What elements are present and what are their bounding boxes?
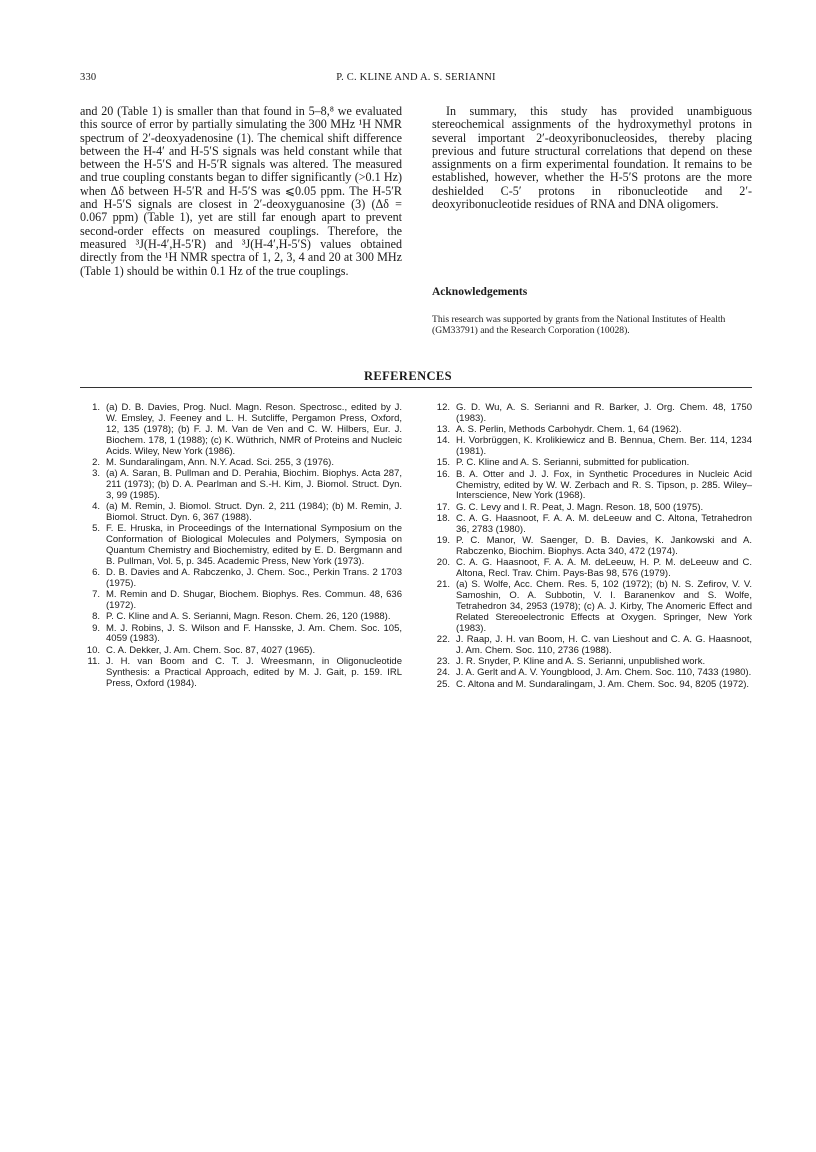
reference-text: P. C. Kline and A. S. Serianni, submitted for publication. bbox=[456, 457, 690, 469]
right-column bbox=[432, 105, 752, 211]
reference-number: 23. bbox=[436, 656, 450, 668]
reference-number: 2. bbox=[92, 456, 100, 468]
reference-number: 1. bbox=[92, 402, 100, 413]
reference-item bbox=[80, 590, 402, 612]
reference-item bbox=[80, 502, 402, 524]
reference-item bbox=[80, 624, 402, 646]
reference-number: 25. bbox=[436, 678, 450, 690]
reference-text: D. B. Davies and A. Rabczenko, J. Chem. Soc., Perkin Trans. 2 1703 (1975). bbox=[106, 567, 402, 589]
summary-paragraph: In summary, this study has provided unambiguous stereochemical assignments of the hydroxymethyl protons in several important 2′-deoxyribonucleosides, thereby placing previous and future structural correlations that depend on these assignments on a firm experimental foundation. It remains to be established, however, whether the H-5′S protons are the more deshielded C-5′ protons in ribonucleotide and 2′-deoxyribonucleotide residues of RNA and DNA oligomers. bbox=[432, 104, 752, 212]
reference-number: 8. bbox=[92, 611, 100, 623]
reference-number: 14. bbox=[436, 435, 450, 447]
reference-text: (a) S. Wolfe, Acc. Chem. Res. 5, 102 (1972); (b) N. S. Zefirov, V. V. Samoshin, O. A. Subbotin, V. I. Baranenkov and S. Wolfe, Tetrahedron 34, 2953 (1978); (c) A. J. Kirby, The Anomeric Effect and Related Stereoelectronic Effects at Oxygen. Springer, New York (1983). bbox=[456, 579, 752, 634]
reference-item bbox=[80, 524, 402, 568]
reference-item bbox=[80, 403, 402, 458]
reference-number: 16. bbox=[436, 468, 450, 480]
references-left-column bbox=[80, 403, 402, 690]
reference-item bbox=[430, 514, 752, 536]
reference-number: 5. bbox=[92, 523, 100, 535]
reference-number: 9. bbox=[92, 622, 100, 634]
reference-text: G. D. Wu, A. S. Serianni and R. Barker, J. Org. Chem. 48, 1750 (1983). bbox=[456, 402, 752, 424]
reference-number: 20. bbox=[436, 557, 450, 569]
reference-text: B. A. Otter and J. J. Fox, in Synthetic Procedures in Nucleic Acid Chemistry, edited by W. W. Zerbach and R. S. Tipson, p. 285. Wiley–Interscience, New York (1968). bbox=[456, 468, 752, 502]
reference-item bbox=[80, 612, 402, 623]
reference-text: J. Raap, J. H. van Boom, H. C. van Lieshout and C. A. G. Haasnoot, J. Am. Chem. Soc. 110, 2736 (1988). bbox=[456, 634, 752, 656]
reference-text: (a) M. Remin, J. Biomol. Struct. Dyn. 2, 211 (1984); (b) M. Remin, J. Biomol. Struct. Dyn. 6, 367 (1988). bbox=[106, 501, 402, 523]
reference-number: 4. bbox=[92, 501, 100, 513]
left-column bbox=[80, 105, 402, 278]
acknowledgements-text: This research was supported by grants from the National Institutes of Health (GM33791) and the Research Corporation (10028). bbox=[432, 314, 726, 336]
reference-text: J. R. Snyder, P. Kline and A. S. Serianni, unpublished work. bbox=[456, 656, 706, 668]
reference-item bbox=[430, 558, 752, 580]
reference-item bbox=[430, 503, 752, 514]
reference-number: 10. bbox=[86, 644, 100, 656]
reference-item bbox=[430, 580, 752, 635]
reference-number: 7. bbox=[92, 589, 100, 601]
reference-text: P. C. Kline and A. S. Serianni, Magn. Reson. Chem. 26, 120 (1988). bbox=[106, 611, 391, 623]
reference-number: 21. bbox=[436, 579, 450, 591]
reference-number: 24. bbox=[436, 667, 450, 679]
reference-text: J. H. van Boom and C. T. J. Wreesmann, in Oligonucleotide Synthesis: a Practical Approach, edited by M. J. Gait, p. 159. IRL Press, Oxford (1984). bbox=[106, 655, 402, 689]
reference-text: C. A. Dekker, J. Am. Chem. Soc. 87, 4027 (1965). bbox=[106, 644, 316, 656]
reference-number: 13. bbox=[436, 424, 450, 436]
reference-number: 11. bbox=[87, 655, 100, 667]
acknowledgements-heading: Acknowledgements bbox=[432, 286, 528, 298]
reference-text: M. J. Robins, J. S. Wilson and F. Hansske, J. Am. Chem. Soc. 105, 4059 (1983). bbox=[106, 622, 402, 645]
reference-item bbox=[430, 470, 752, 503]
references-rule bbox=[80, 387, 752, 388]
reference-item bbox=[80, 657, 402, 690]
reference-number: 19. bbox=[436, 534, 450, 546]
reference-item bbox=[80, 568, 402, 590]
reference-text: G. C. Levy and I. R. Peat, J. Magn. Reson. 18, 500 (1975). bbox=[456, 501, 704, 513]
reference-item bbox=[80, 469, 402, 502]
reference-number: 12. bbox=[436, 402, 450, 413]
references-heading: REFERENCES bbox=[363, 369, 453, 383]
reference-item bbox=[430, 536, 752, 558]
reference-text: C. A. G. Haasnoot, F. A. A. M. deLeeuw and C. Altona, Tetrahedron 36, 2783 (1980). bbox=[456, 512, 752, 535]
reference-text: F. E. Hruska, in Proceedings of the International Symposium on the Conformation of Biological Molecules and Polymers, Symposia on Quantum Chemistry and Biochemistry, edited by E. D. Bergmann and B. Pullman, Vol. 5, p. 345. Academic Press, New York (1973). bbox=[106, 523, 402, 567]
body-paragraph: and 20 (Table 1) is smaller than that found in 5–8,⁸ we evaluated this source of error by partially simulating the 300 MHz ¹H NMR spectrum of 2′-deoxyadenosine (1). The chemical shift difference between the H-4′ and H-5′S signals was held constant while that between the H-5′S and H-5′R signals was altered. The measured and true coupling constants began to differ significantly (>0.1 Hz) when Δδ between H-5′R and H-5′S was ⩽0.05 ppm. The H-5′R and H-5′S signals are closest in 2′-deoxyguanosine (3) (Δδ = 0.067 ppm) (Table 1), yet are still far enough apart to prevent second-order effects on measured couplings. Therefore, the measured ³J(H-4′,H-5′R) and ³J(H-4′,H-5′S) values obtained directly from the ¹H NMR spectra of 1, 2, 3, 4 and 20 at 300 MHz (Table 1) should be within 0.1 Hz of the true couplings. bbox=[80, 104, 402, 278]
reference-item bbox=[430, 668, 752, 679]
reference-text: (a) D. B. Davies, Prog. Nucl. Magn. Reson. Spectrosc., edited by J. W. Emsley, J. Feeney and L. H. Sutcliffe, Pergamon Press, Oxford, 12, 135 (1978); (b) F. J. M. Van de Ven and C. W. Hilbers, Eur. J. Biochem. 178, 1 (1988); (c) K. Wüthrich, NMR of Proteins and Nucleic Acids. Wiley, New York (1986). bbox=[106, 402, 402, 457]
reference-item bbox=[430, 403, 752, 425]
reference-text: H. Vorbrüggen, K. Krolikiewicz and B. Bennua, Chem. Ber. 114, 1234 (1981). bbox=[456, 435, 752, 458]
reference-number: 17. bbox=[436, 501, 450, 513]
reference-text: (a) A. Saran, B. Pullman and D. Perahia, Biochim. Biophys. Acta 287, 211 (1973); (b) D. A. Pearlman and S.-H. Kim, J. Biomol. Struct. Dyn. 3, 99 (1985). bbox=[106, 468, 402, 501]
reference-number: 22. bbox=[436, 634, 450, 645]
reference-text: M. Remin and D. Shugar, Biochem. Biophys. Res. Commun. 48, 636 (1972). bbox=[106, 589, 402, 612]
reference-item bbox=[430, 680, 752, 691]
running-title: P. C. KLINE AND A. S. SERIANNI bbox=[336, 72, 496, 83]
page-number: 330 bbox=[80, 72, 97, 83]
reference-item bbox=[430, 436, 752, 458]
references-right-column bbox=[430, 403, 752, 691]
reference-text: P. C. Manor, W. Saenger, D. B. Davies, K. Jankowski and A. Rabczenko, Biochim. Biophys. Acta 340, 472 (1974). bbox=[456, 534, 752, 557]
reference-number: 18. bbox=[436, 512, 450, 524]
reference-number: 3. bbox=[92, 468, 100, 480]
reference-item bbox=[430, 458, 752, 469]
reference-text: C. A. G. Haasnoot, F. A. A. M. deLeeuw, H. P. M. deLeeuw and C. Altona, Recl. Trav. Chim. Pays-Bas 98, 576 (1979). bbox=[456, 557, 752, 579]
reference-text: J. A. Gerlt and A. V. Youngblood, J. Am. Chem. Soc. 110, 7433 (1980). bbox=[456, 667, 752, 679]
reference-item bbox=[80, 646, 402, 657]
reference-number: 6. bbox=[92, 567, 100, 579]
reference-text: C. Altona and M. Sundaralingam, J. Am. Chem. Soc. 94, 8205 (1972). bbox=[456, 678, 750, 690]
reference-item bbox=[430, 635, 752, 657]
reference-text: A. S. Perlin, Methods Carbohydr. Chem. 1, 64 (1962). bbox=[456, 424, 682, 436]
reference-text: M. Sundaralingam, Ann. N.Y. Acad. Sci. 255, 3 (1976). bbox=[106, 456, 334, 468]
reference-number: 15. bbox=[436, 457, 450, 469]
